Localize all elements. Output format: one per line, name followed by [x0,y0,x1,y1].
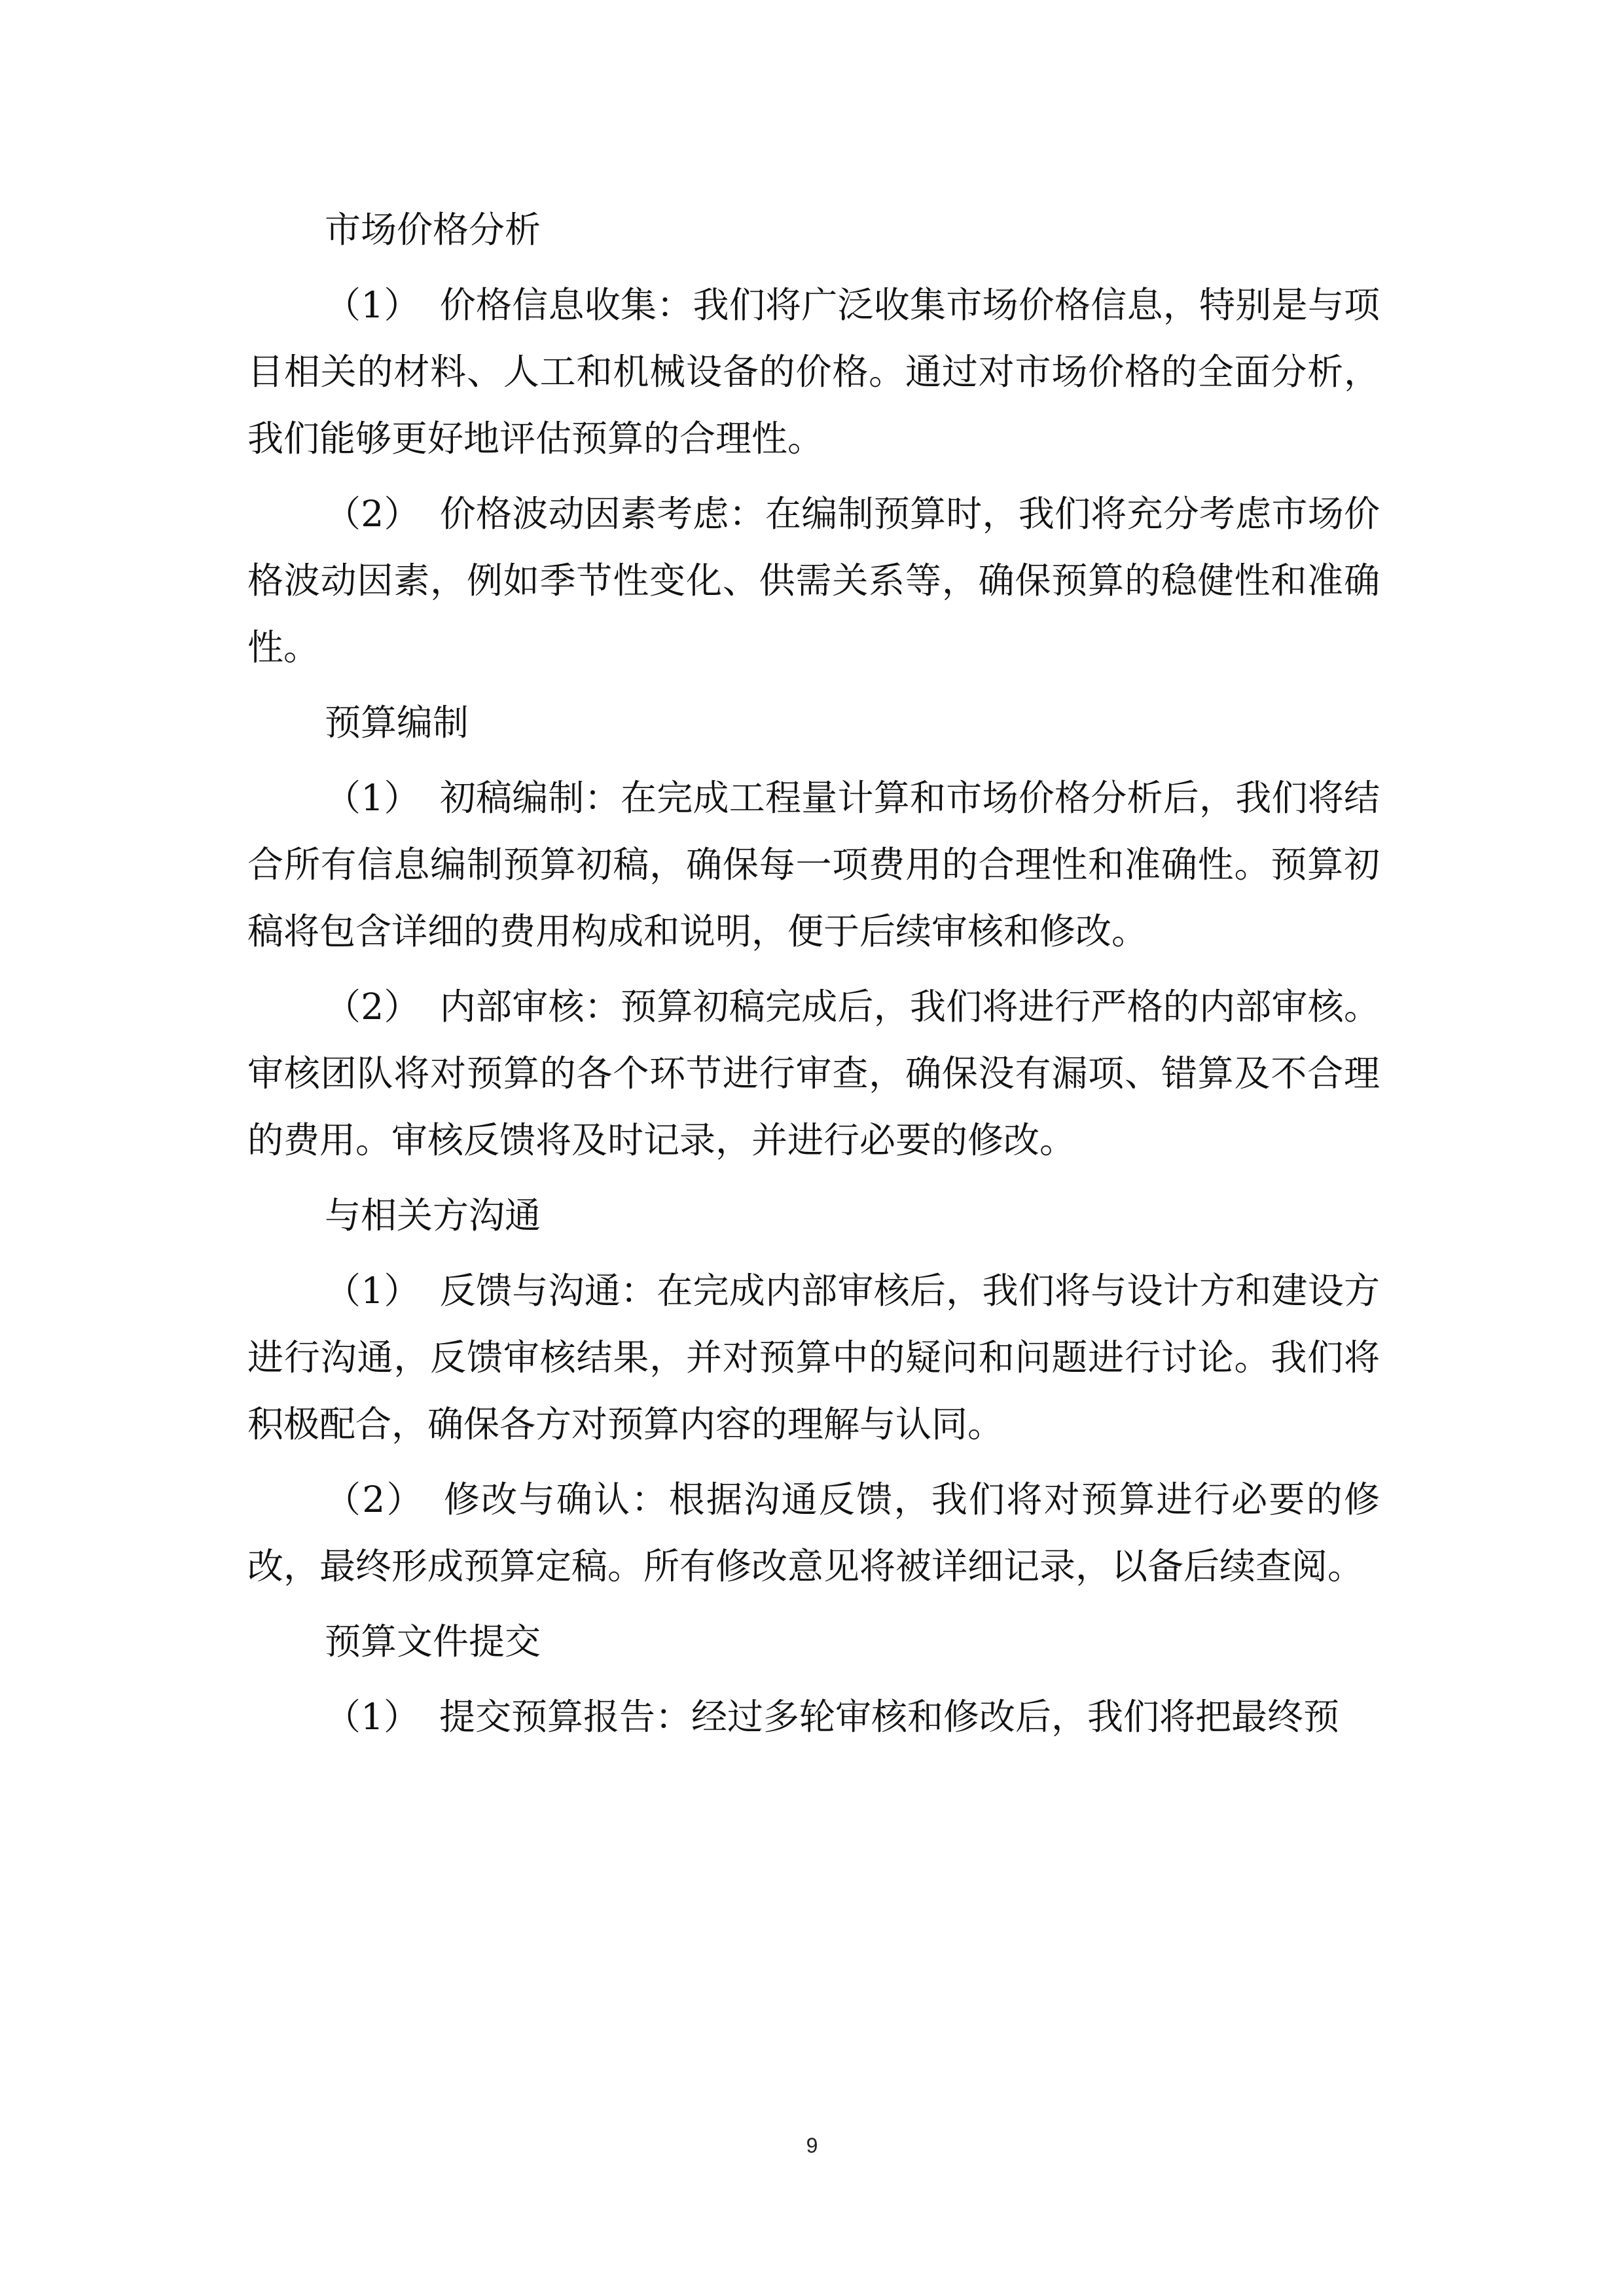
paragraph-submit-report [247,1683,1380,1750]
paragraph-text: 价格波动因素考虑：在编制预算时，我们将充分考虑市场价格波动因素，例如季节性变化、供需关系等，确保预算的稳健性和准确性。 [247,493,1380,668]
paragraph-revision-confirmation [247,1466,1380,1600]
list-marker: （2） [325,493,420,535]
paragraph-feedback-communication [247,1257,1380,1458]
paragraph-text: 内部审核：预算初稿完成后，我们将进行严格的内部审核。审核团队将对预算的各个环节进行审查，确保没有漏项、错算及不合理的费用。审核反馈将及时记录，并进行必要的修改。 [247,986,1380,1161]
paragraph-text: 价格信息收集：我们将广泛收集市场价格信息，特别是与项目相关的材料、人工和机械设备的价格。通过对市场价格的全面分析，我们能够更好地评估预算的合理性。 [247,284,1380,459]
section-heading-budget-submission: 预算文件提交 [325,1621,541,1662]
paragraph-text: 初稿编制：在完成工程量计算和市场价格分析后，我们将结合所有信息编制预算初稿，确保每一项费用的合理性和准确性。预算初稿将包含详细的费用构成和说明，便于后续审核和修改。 [247,777,1380,952]
list-marker: （1） [325,1696,420,1738]
list-marker: （1） [325,777,420,819]
list-marker: （1） [325,284,420,326]
list-marker: （1） [325,1270,420,1312]
page-body [247,196,1380,1759]
paragraph-internal-review [247,973,1380,1174]
paragraph-price-info-collection [247,272,1380,472]
paragraph-text: 修改与确认：根据沟通反馈，我们将对预算进行必要的修改，最终形成预算定稿。所有修改意见将被详细记录，以备后续查阅。 [247,1479,1380,1587]
paragraph-text: 提交预算报告：经过多轮审核和修改后，我们将把最终预 [439,1696,1340,1738]
list-marker: （2） [325,1479,424,1520]
paragraph-draft-compilation [247,764,1380,965]
section-heading-budget-compilation: 预算编制 [325,702,469,744]
page-number: 9 [806,2134,818,2157]
list-marker: （2） [325,986,420,1028]
section-heading-market-price-analysis: 市场价格分析 [325,209,541,251]
paragraph-text: 反馈与沟通：在完成内部审核后，我们将与设计方和建设方进行沟通，反馈审核结果，并对预算中的疑问和问题进行讨论。我们将积极配合，确保各方对预算内容的理解与认同。 [247,1270,1380,1445]
paragraph-price-fluctuation [247,480,1380,681]
section-heading-stakeholder-communication: 与相关方沟通 [325,1194,541,1236]
